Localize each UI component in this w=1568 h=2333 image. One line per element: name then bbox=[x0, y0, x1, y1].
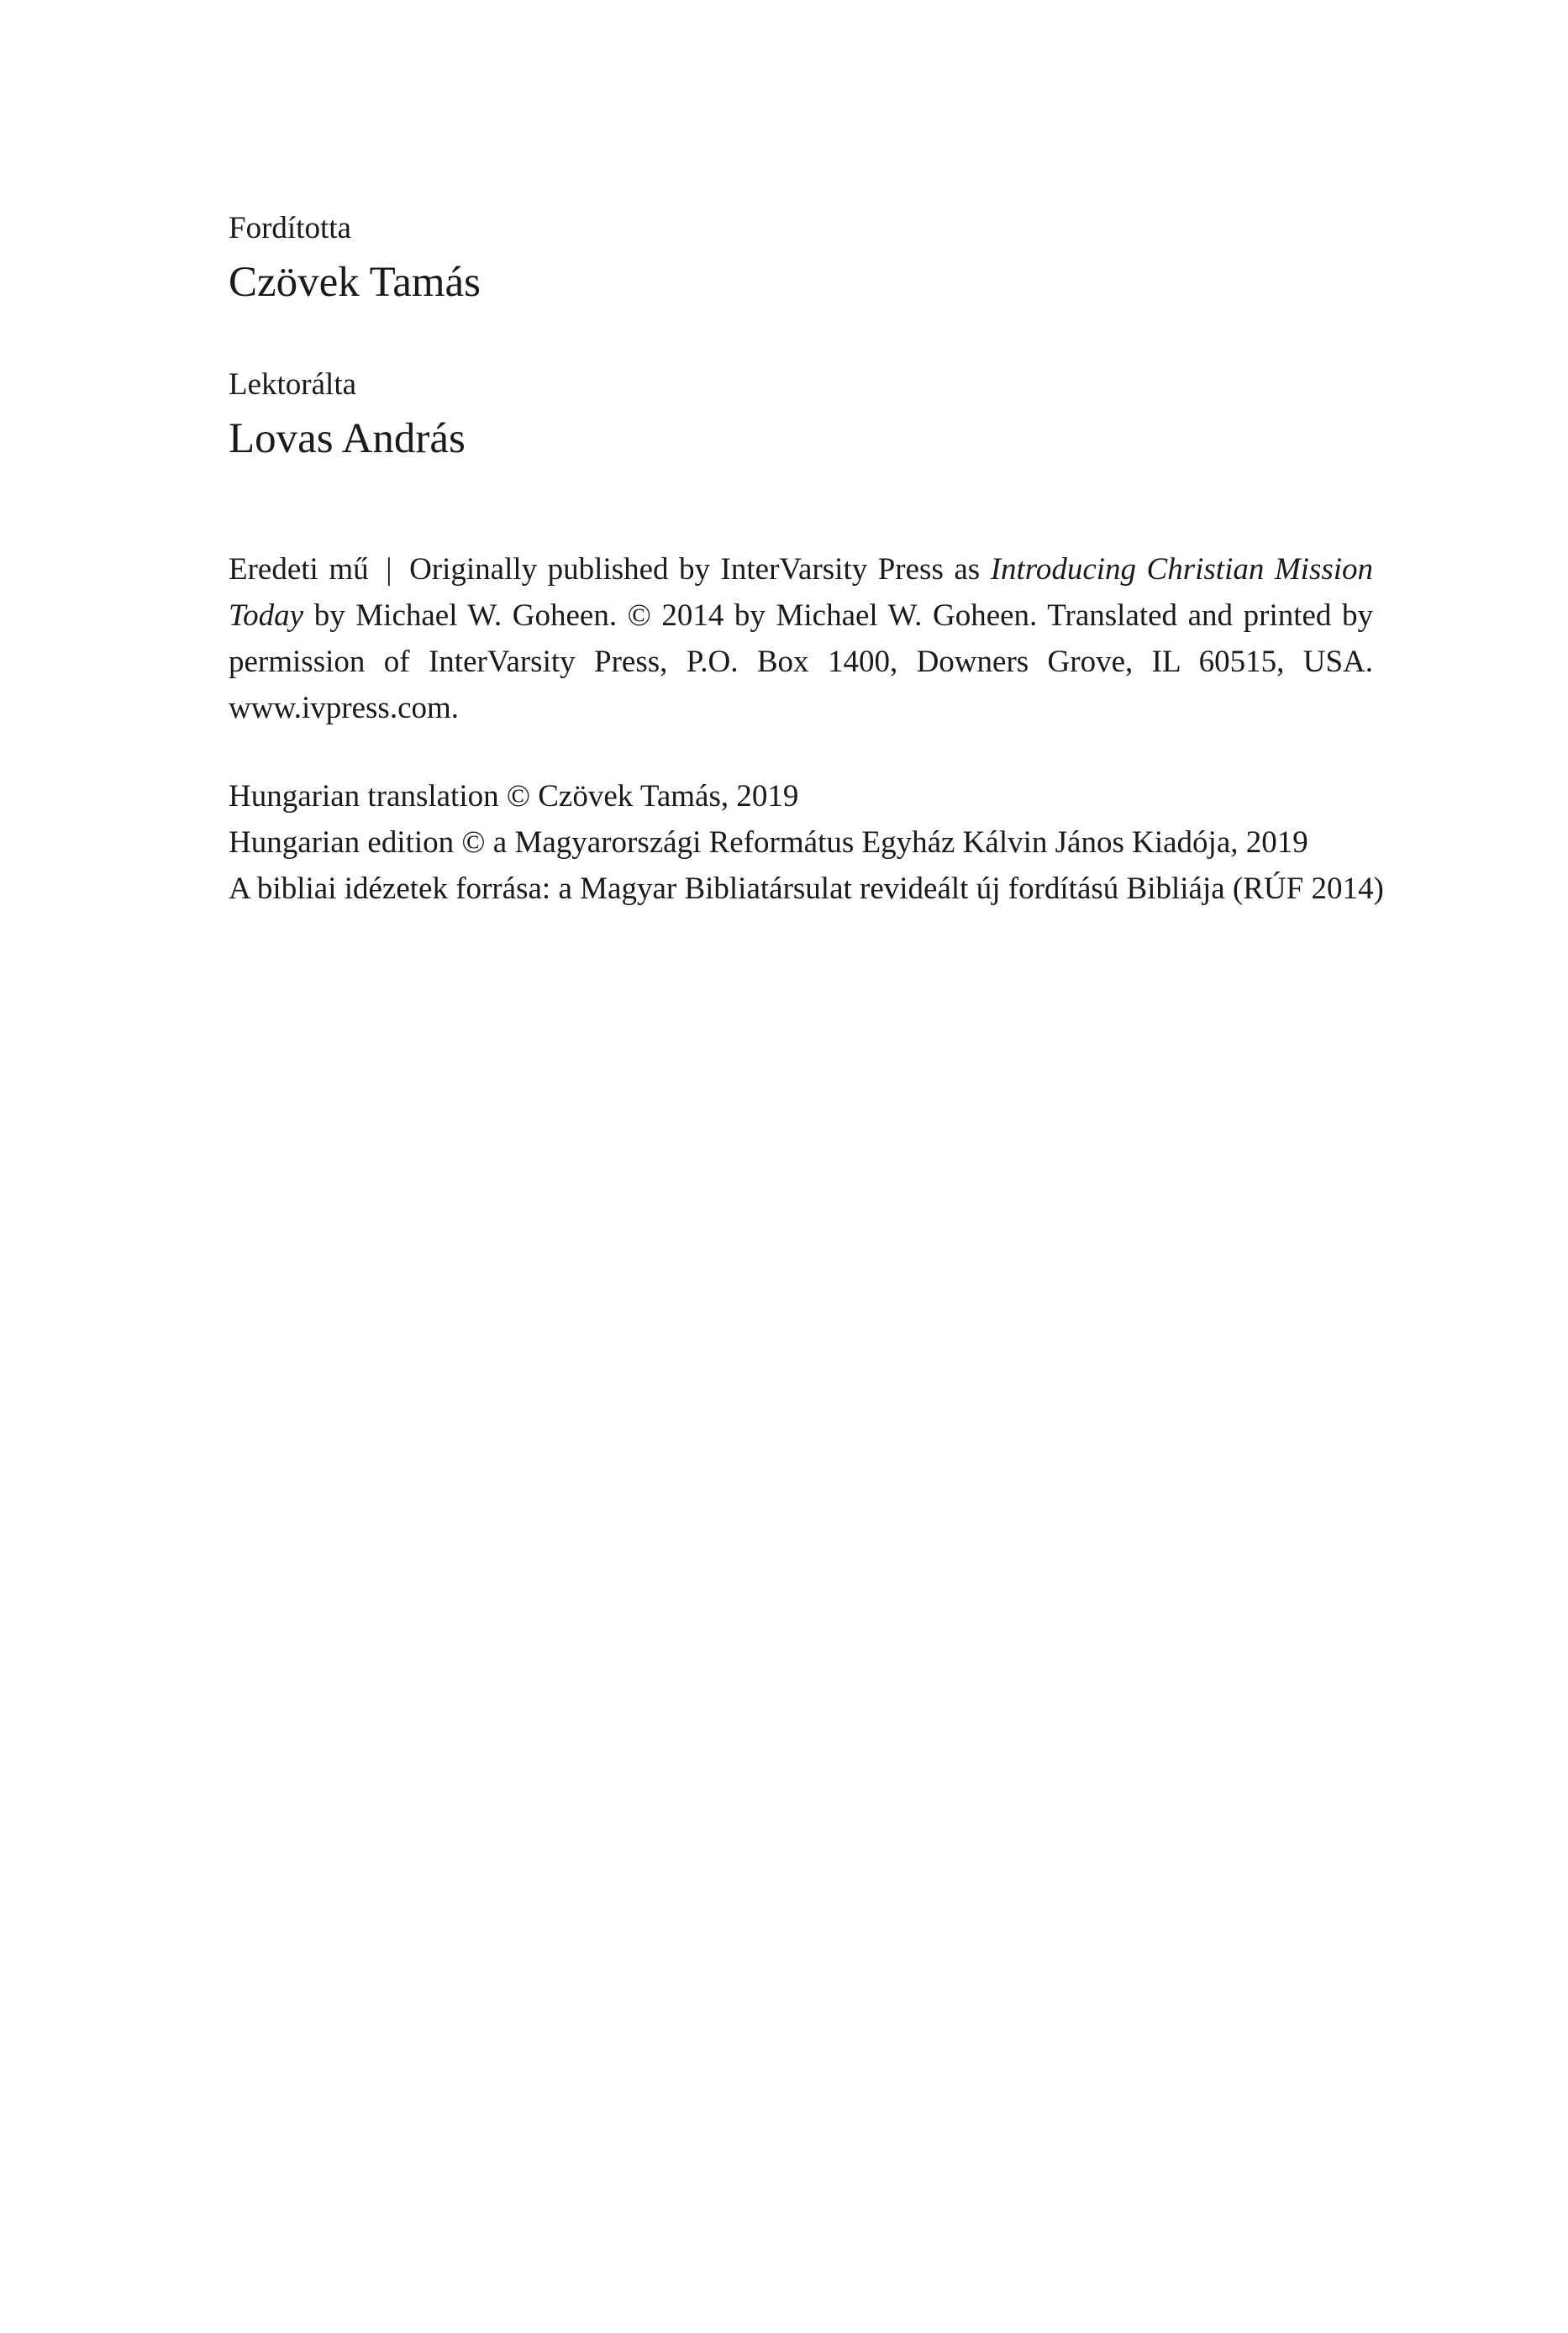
reviewer-name: Lovas András bbox=[229, 415, 466, 463]
reviewer-label: Lektorálta bbox=[229, 367, 357, 402]
reviewer-credit bbox=[229, 366, 1373, 466]
separator: | bbox=[386, 552, 392, 587]
original-work-prefix: Eredeti mű bbox=[229, 552, 369, 587]
original-permission-text: by Michael W. Goheen. © 2014 by Michael W. Goheen. Translated and printed by permission of InterVarsity Press, P.O. Box 1400, Downers Grove, IL 60515, USA. www.ivpress.com. bbox=[229, 598, 1374, 725]
original-publisher-text: Originally published by InterVarsity Press as bbox=[409, 552, 981, 587]
original-book-title: Introducing Christian Mission Today bbox=[229, 552, 1374, 633]
translator-name: Czövek Tamás bbox=[229, 259, 481, 307]
translator-credit bbox=[229, 210, 1373, 309]
original-work-paragraph bbox=[229, 546, 1373, 731]
rights-notice bbox=[229, 773, 1384, 912]
bible-source: A bibliai idézetek forrása: a Magyar Bibliatársulat revideált új fordítású Bibliája (RÚF 2014) bbox=[229, 872, 1384, 906]
translator-label: Fordította bbox=[229, 211, 351, 245]
translation-rights: Hungarian translation © Czövek Tamás, 2019 bbox=[229, 779, 799, 814]
edition-rights: Hungarian edition © a Magyarországi Református Egyház Kálvin János Kiadója, 2019 bbox=[229, 825, 1308, 860]
original-work-notice bbox=[229, 546, 1373, 731]
